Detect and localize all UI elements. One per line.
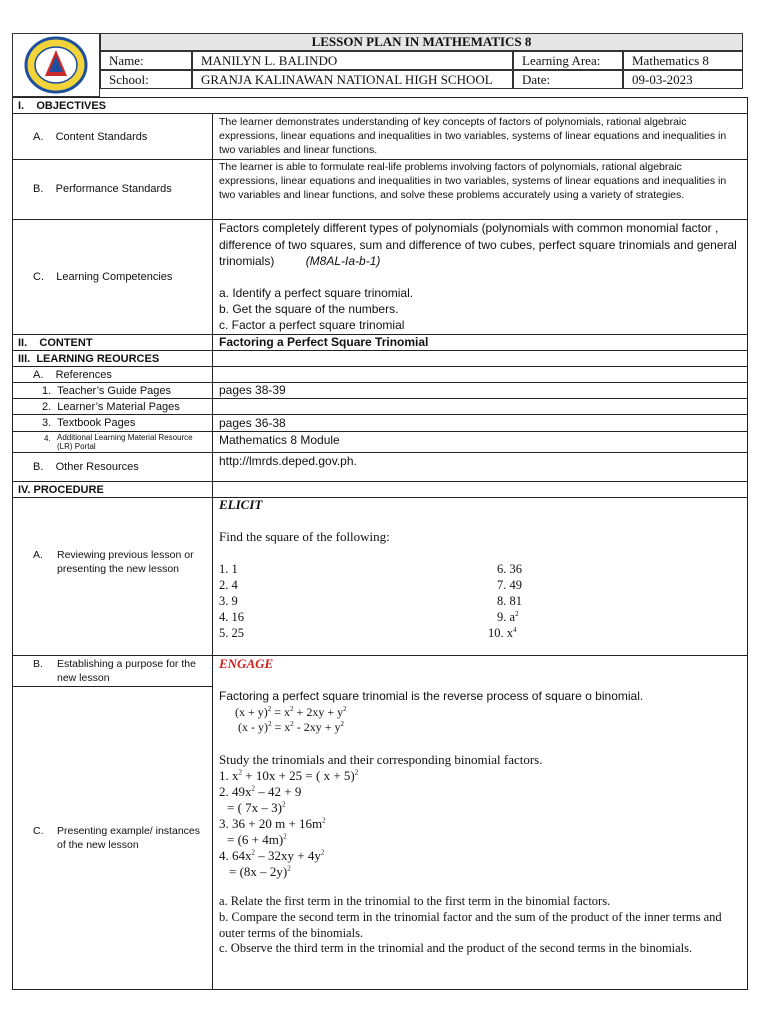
learning-competencies-label: C. Learning Competencies <box>33 271 173 283</box>
row-divider <box>12 431 748 432</box>
row-divider <box>12 414 748 415</box>
list-item: 9. $a^2$ <box>497 609 519 624</box>
table-border <box>12 97 13 990</box>
example-2: 2. $49x^2 - 42 + 9$ <box>219 784 302 799</box>
learners-material-label: 2. Learner’s Material Pages <box>42 401 180 413</box>
area-label: Learning Area: <box>513 51 623 70</box>
table-border <box>12 989 748 990</box>
row-divider <box>12 686 213 687</box>
example-1: 1. $x^2 + 10x + 25$ = ( x + 5)$^2$ <box>219 768 359 783</box>
resources-heading: III. LEARNING REOURCES <box>18 353 160 365</box>
list-item: 6. 36 <box>497 562 522 576</box>
date-label: Date: <box>513 70 623 89</box>
purpose-label-num: B. <box>33 658 43 670</box>
date-value: 09-03-2023 <box>623 70 743 89</box>
lr-portal-value: Mathematics 8 Module <box>219 433 340 447</box>
school-label: School: <box>100 70 192 89</box>
content-heading: II. CONTENT <box>18 337 93 349</box>
references-label: A. References <box>33 369 112 381</box>
example-4: 4. $64x^2 - 32xy + 4y^2$ <box>219 848 325 863</box>
row-divider <box>12 366 748 367</box>
competency-code: (M8AL-Ia-b-1) <box>305 254 381 268</box>
learning-competencies-text <box>219 220 741 270</box>
list-item: 7. 49 <box>497 578 522 592</box>
row-divider <box>12 113 748 114</box>
elicit-prompt: Find the square of the following: <box>219 529 390 544</box>
competency-item: b. Get the square of the numbers. <box>219 302 399 316</box>
purpose-label: Establishing a purpose for the new lesson <box>57 658 196 684</box>
competency-item: a. Identify a perfect square trinomial. <box>219 286 414 300</box>
area-value: Mathematics 8 <box>623 51 743 70</box>
list-item: 3. 9 <box>219 594 238 608</box>
performance-standards-text: The learner is able to formulate real-life problems involving factors of polynomials, rational algebraic expressions, linear equations and inequalities in two variables, systems of linear equations and inequalities in two variables and linear functions, and solve these problems accurately using a variety of strategies. <box>219 161 727 201</box>
list-item: 1. 1 <box>219 562 238 576</box>
observation-b: b. Compare the second term in the trinomial factor and the sum of the product of the inner terms and outer terms of the binomials. <box>219 910 722 940</box>
list-item: 8. 81 <box>497 594 522 608</box>
name-value: MANILYN L. BALINDO <box>192 51 513 70</box>
presenting-label-num: C. <box>33 825 44 837</box>
teachers-guide-label: 1. Teacher’s Guide Pages <box>42 385 172 397</box>
row-divider <box>12 452 748 453</box>
competency-description: Factors completely different types of polynomials (polynomials with common monomial factor , difference of two squares, sum and difference of two cubes, perfect square trinomials and general trinomials) <box>219 221 737 268</box>
elicit-heading: ELICIT <box>219 497 263 512</box>
performance-standards-label: B. Performance Standards <box>33 183 172 195</box>
other-resources-label: B. Other Resources <box>33 461 139 473</box>
lr-portal-label: Additional Learning Material Resource (LR) Portal <box>57 433 193 451</box>
list-item: 10. $x^4$ <box>488 625 517 640</box>
example-2-answer: = ( 7x – 3)$^2$ <box>227 800 286 815</box>
observation-c: c. Observe the third term in the trinomial and the product of the second terms in the binomials. <box>219 941 693 955</box>
textbook-label: 3. Textbook Pages <box>42 417 136 429</box>
objectives-heading: I. OBJECTIVES <box>18 100 107 112</box>
column-divider <box>212 113 213 990</box>
school-logo <box>12 33 100 97</box>
formula-difference-square: $(x - y)^2 = x^2 - 2xy + y^2$ <box>238 720 345 734</box>
page-title: LESSON PLAN IN MATHEMATICS 8 <box>100 33 743 51</box>
list-item: 4. 16 <box>219 610 244 624</box>
row-divider <box>12 481 748 482</box>
formula-sum-square: $(x + y)^2 = x^2 + 2xy + y^2$ <box>235 705 347 719</box>
row-divider <box>12 382 748 383</box>
lr-portal-num: 4. <box>44 434 51 443</box>
list-item: 2. 4 <box>219 578 238 592</box>
presenting-label: Presenting example/ instances of the new lesson <box>57 825 200 851</box>
name-label: Name: <box>100 51 192 70</box>
content-standards-label: A. Content Standards <box>33 131 148 143</box>
review-label: Reviewing previous lesson or presenting the new lesson <box>57 549 194 575</box>
table-border <box>747 97 748 990</box>
textbook-value: pages 36-38 <box>219 416 286 430</box>
content-value: Factoring a Perfect Square Trinomial <box>219 335 429 349</box>
example-3-answer: = $(6 + 4m)^2$ <box>227 832 287 847</box>
other-resources-link[interactable]: http://lmrds.deped.gov.ph. <box>219 454 357 468</box>
study-prompt: Study the trinomials and their corresponding binomial factors. <box>219 752 543 767</box>
review-label-num: A. <box>33 549 43 561</box>
procedure-heading: IV. PROCEDURE <box>18 484 104 496</box>
example-3: 3. 36 + 20 $m + 16m^2$ <box>219 816 326 831</box>
engage-heading: ENGAGE <box>219 656 274 671</box>
content-standards-text: The learner demonstrates understanding of key concepts of factors of polynomials, rational algebraic expressions, linear equations and inequalities in two variables, systems of linear equations and inequalities in two variables and linear functions. <box>219 116 727 156</box>
school-value: GRANJA KALINAWAN NATIONAL HIGH SCHOOL <box>192 70 513 89</box>
teachers-guide-value: pages 38-39 <box>219 383 286 397</box>
school-seal-icon <box>23 36 89 94</box>
engage-intro: Factoring a perfect square trinomial is the reverse process of square o binomial. <box>219 689 644 703</box>
observation-a: a. Relate the first term in the trinomial to the first term in the binomial factors. <box>219 894 611 908</box>
table-border <box>12 97 748 98</box>
row-divider <box>12 398 748 399</box>
row-divider <box>12 497 748 498</box>
competency-item: c. Factor a perfect square trinomial <box>219 318 405 332</box>
example-4-answer: = (8x – 2y)$^2$ <box>229 864 291 879</box>
row-divider <box>12 655 748 656</box>
list-item: 5. 25 <box>219 626 244 640</box>
